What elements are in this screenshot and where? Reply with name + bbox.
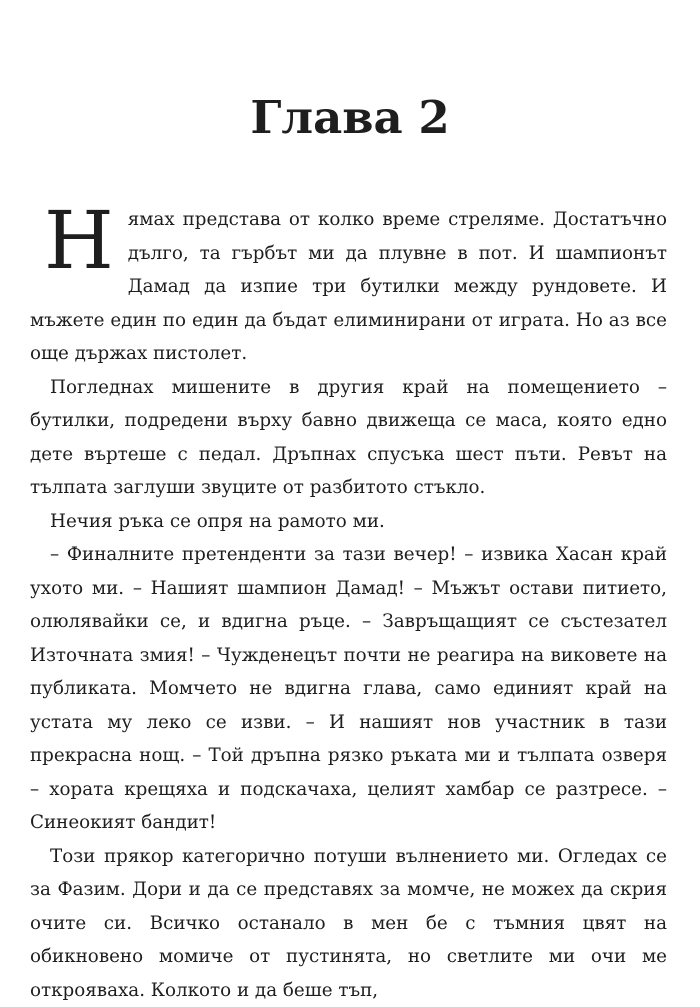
paragraph-5: Този прякор категорично потуши вълнението ми. Огледах се за Фазим. Дори и да се представях за момче, не можех да скрия очите си. Всичко останало в мен бе с тъмния цвят на обикновено момиче от пустинята, но светлите ми очи ме открояваха. Колкото и да беше тъп, bbox=[30, 840, 667, 1007]
paragraph-1 bbox=[30, 203, 667, 371]
chapter-body bbox=[30, 203, 667, 1007]
paragraph-2: Погледнах мишените в другия край на помещението – бутилки, подредени върху бавно движеща се маса, която едно дете въртеше с педал. Дръпнах спусъка шест пъти. Ревът на тълпата заглуши звуците от разбитото стъкло. bbox=[30, 371, 667, 505]
chapter-title: Глава 2 bbox=[0, 92, 700, 144]
drop-cap-letter: Н bbox=[44, 209, 114, 273]
paragraph-3: Нечия ръка се опря на рамото ми. bbox=[30, 505, 667, 539]
paragraph-text: ямах представа от колко време стреляме. Достатъчно дълго, та гърбът ми да плувне в пот. И шампионът Дамад да изпие три бутилки между рундовете. И мъжете един по един да бъдат елиминирани от играта. Но аз все още държах пистолет. bbox=[30, 209, 667, 364]
paragraph-4: – Финалните претенденти за тази вечер! – извика Хасан край ухото ми. – Нашият шампион Дамад! – Мъжът остави питието, олюлявайки се, и вдигна ръце. – Завръщащият се състезател Източната змия! – Чужденецът почти не реагира на виковете на публиката. Момчето не вдигна глава, само единият край на устата му леко се изви. – И нашият нов участник в тази прекрасна нощ. – Той дръпна рязко ръката ми и тълпата озверя – хората крещяха и подскачаха, целият хамбар се разтресе. – Синеокият бандит! bbox=[30, 538, 667, 840]
